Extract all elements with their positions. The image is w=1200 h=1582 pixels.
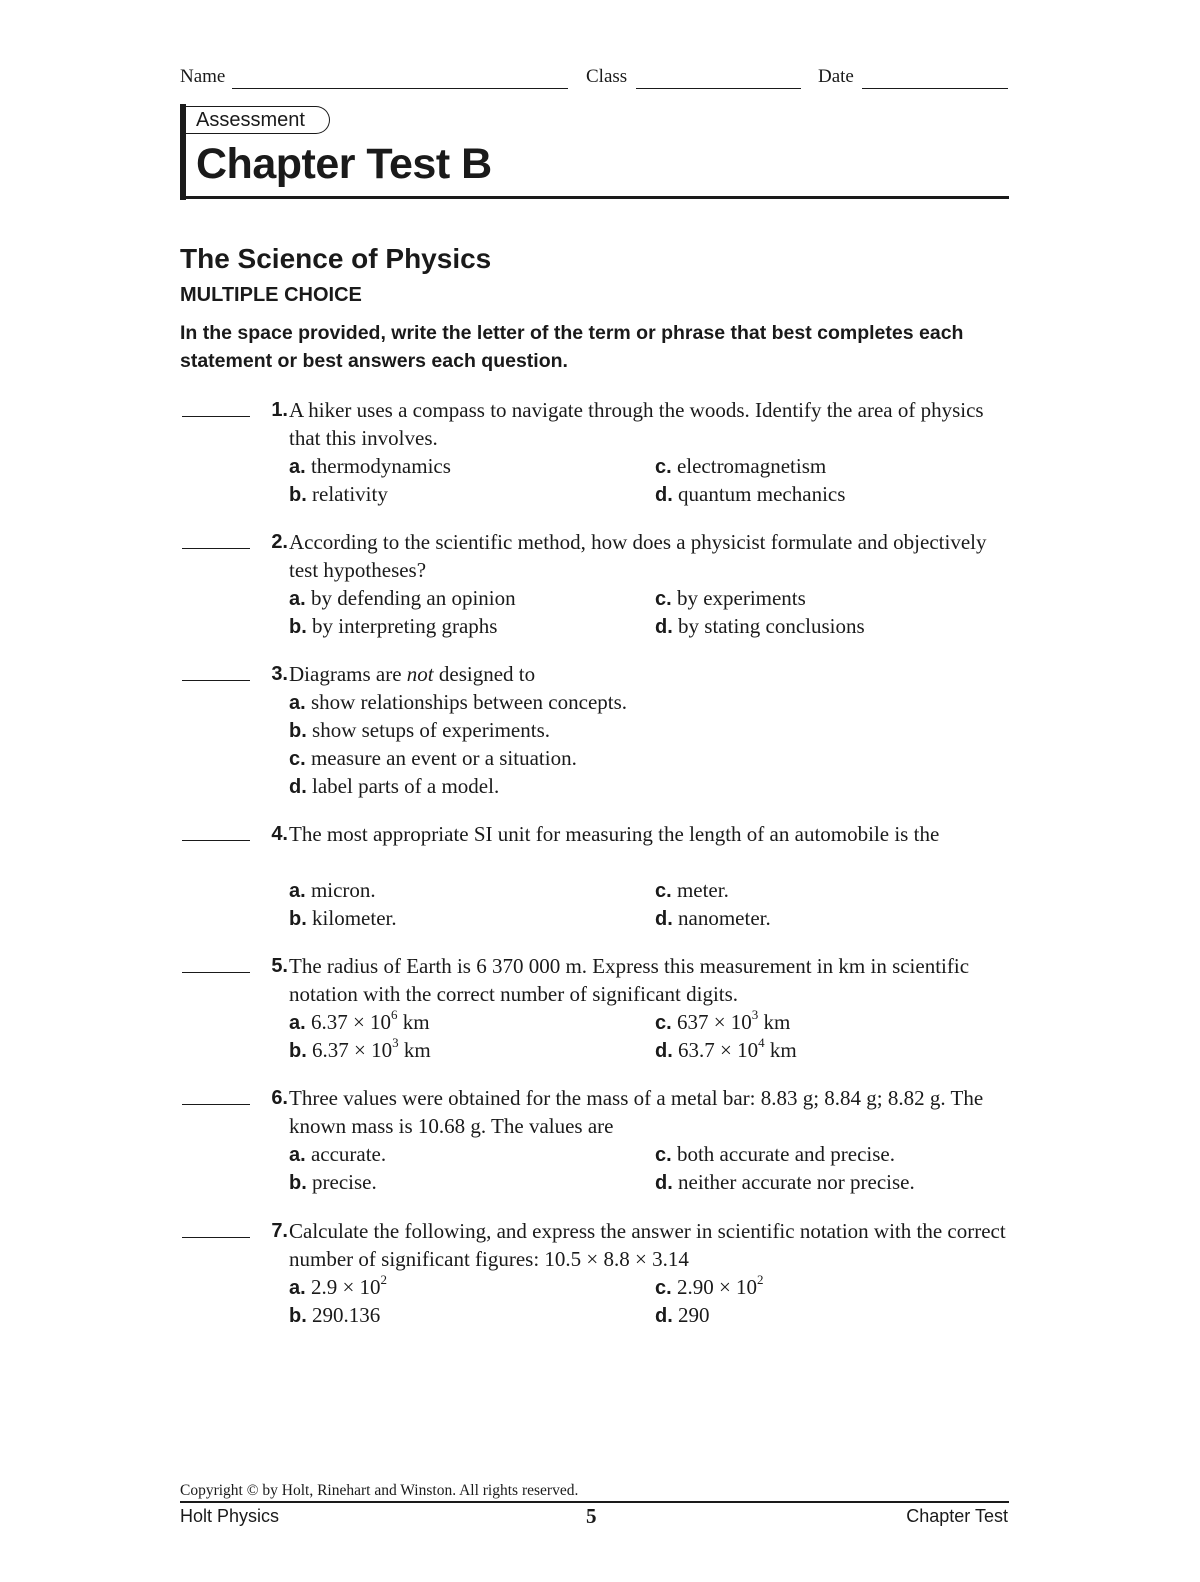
- copyright-notice: Copyright © by Holt, Rinehart and Winston. All rights reserved.: [180, 1482, 579, 1499]
- name-field[interactable]: [232, 88, 568, 89]
- choice-d: d. quantum mechanics: [655, 482, 846, 506]
- question-3: [182, 660, 1012, 804]
- question-stem: Calculate the following, and express the answer in scientific notation with the correct number of significant figures: 10.5 × 8.8 × 3.14: [289, 1219, 1006, 1271]
- class-field[interactable]: [636, 88, 801, 89]
- question-number: 4.: [271, 823, 288, 845]
- choice-c: c. $637 \times 10^3$ km: [655, 1007, 791, 1034]
- choice-b: b. show setups of experiments.: [289, 718, 550, 742]
- choice-b: b. kilometer.: [289, 906, 397, 930]
- choice-c: c. measure an event or a situation.: [289, 746, 577, 770]
- choice-a: a. $2.9 \times 10^2$: [289, 1272, 388, 1299]
- choice-b: b. 290.136: [289, 1303, 381, 1327]
- question-number: 6.: [271, 1087, 288, 1109]
- date-label: Date: [818, 66, 854, 87]
- question-1: [182, 396, 1012, 512]
- question-number: 2.: [271, 531, 288, 553]
- choice-d: d. $63.7 \times 10^4$ km: [655, 1035, 797, 1062]
- question-2: [182, 528, 1012, 644]
- choice-d: d. label parts of a model.: [289, 774, 500, 798]
- answer-blank[interactable]: [182, 972, 250, 973]
- choice-d: d. by stating conclusions: [655, 614, 865, 638]
- date-field[interactable]: [862, 88, 1008, 89]
- choice-c: c. both accurate and precise.: [655, 1142, 895, 1166]
- question-number: 3.: [271, 663, 288, 685]
- page-title: Chapter Test B: [196, 140, 492, 188]
- choice-c: c. by experiments: [655, 586, 806, 610]
- answer-blank[interactable]: [182, 680, 250, 681]
- choice-b: b. precise.: [289, 1170, 377, 1194]
- question-stem: Three values were obtained for the mass of a metal bar: 8.83 g; 8.84 g; 8.82 g. The known mass is 10.68 g. The values are: [289, 1086, 984, 1138]
- section-subtitle: MULTIPLE CHOICE: [180, 284, 362, 306]
- answer-blank[interactable]: [182, 416, 250, 417]
- question-4: [182, 820, 1012, 936]
- title-rule: [180, 196, 1009, 199]
- question-stem: A hiker uses a compass to navigate through the woods. Identify the area of physics that this involves.: [289, 398, 984, 450]
- question-5: [182, 952, 1012, 1068]
- name-label: Name: [180, 66, 226, 87]
- choice-c: c. $2.90 \times 10^2$: [655, 1272, 764, 1299]
- student-info-fields: [180, 66, 1008, 92]
- choice-d: d. neither accurate nor precise.: [655, 1170, 915, 1194]
- footer-book-title: Holt Physics: [180, 1506, 280, 1526]
- choice-b: b. $6.37 \times 10^3$ km: [289, 1035, 431, 1062]
- question-6: [182, 1084, 1012, 1200]
- choice-a: a. accurate.: [289, 1142, 387, 1166]
- question-stem: The most appropriate SI unit for measuring the length of an automobile is the: [289, 822, 940, 846]
- answer-blank[interactable]: [182, 1104, 250, 1105]
- instructions: In the space provided, write the letter of the term or phrase that best completes each statement or best answers each question.: [180, 322, 964, 372]
- choice-a: a. by defending an opinion: [289, 586, 516, 610]
- answer-blank[interactable]: [182, 1237, 250, 1238]
- class-label: Class: [586, 66, 628, 87]
- question-7: [182, 1217, 1012, 1333]
- question-number: 5.: [271, 955, 288, 977]
- footer-rule: [180, 1501, 1009, 1503]
- choice-d: d. nanometer.: [655, 906, 771, 930]
- question-number: 1.: [271, 399, 288, 421]
- footer-section-name: Chapter Test: [906, 1506, 1008, 1526]
- answer-blank[interactable]: [182, 548, 250, 549]
- choice-a: a. $6.37 \times 10^6$ km: [289, 1007, 430, 1034]
- section-title: The Science of Physics: [180, 243, 492, 274]
- choice-a: a. micron.: [289, 878, 376, 902]
- question-stem: According to the scientific method, how does a physicist formulate and objectively test hypotheses?: [289, 530, 987, 582]
- choice-a: a. thermodynamics: [289, 454, 451, 478]
- choice-c: c. electromagnetism: [655, 454, 827, 478]
- question-stem: The radius of Earth is 6 370 000 m. Express this measurement in km in scientific notation with the correct number of significant digits.: [289, 954, 970, 1006]
- question-number: 7.: [271, 1220, 288, 1242]
- choice-c: c. meter.: [655, 878, 729, 902]
- page-number: 5: [586, 1504, 597, 1528]
- question-stem: Diagrams are not designed to: [289, 662, 536, 686]
- answer-blank[interactable]: [182, 840, 250, 841]
- choice-a: a. show relationships between concepts.: [289, 690, 628, 714]
- choice-b: b. by interpreting graphs: [289, 614, 498, 638]
- assessment-tab: Assessment: [186, 106, 330, 134]
- choice-d: d. 290: [655, 1303, 710, 1327]
- choice-b: b. relativity: [289, 482, 388, 506]
